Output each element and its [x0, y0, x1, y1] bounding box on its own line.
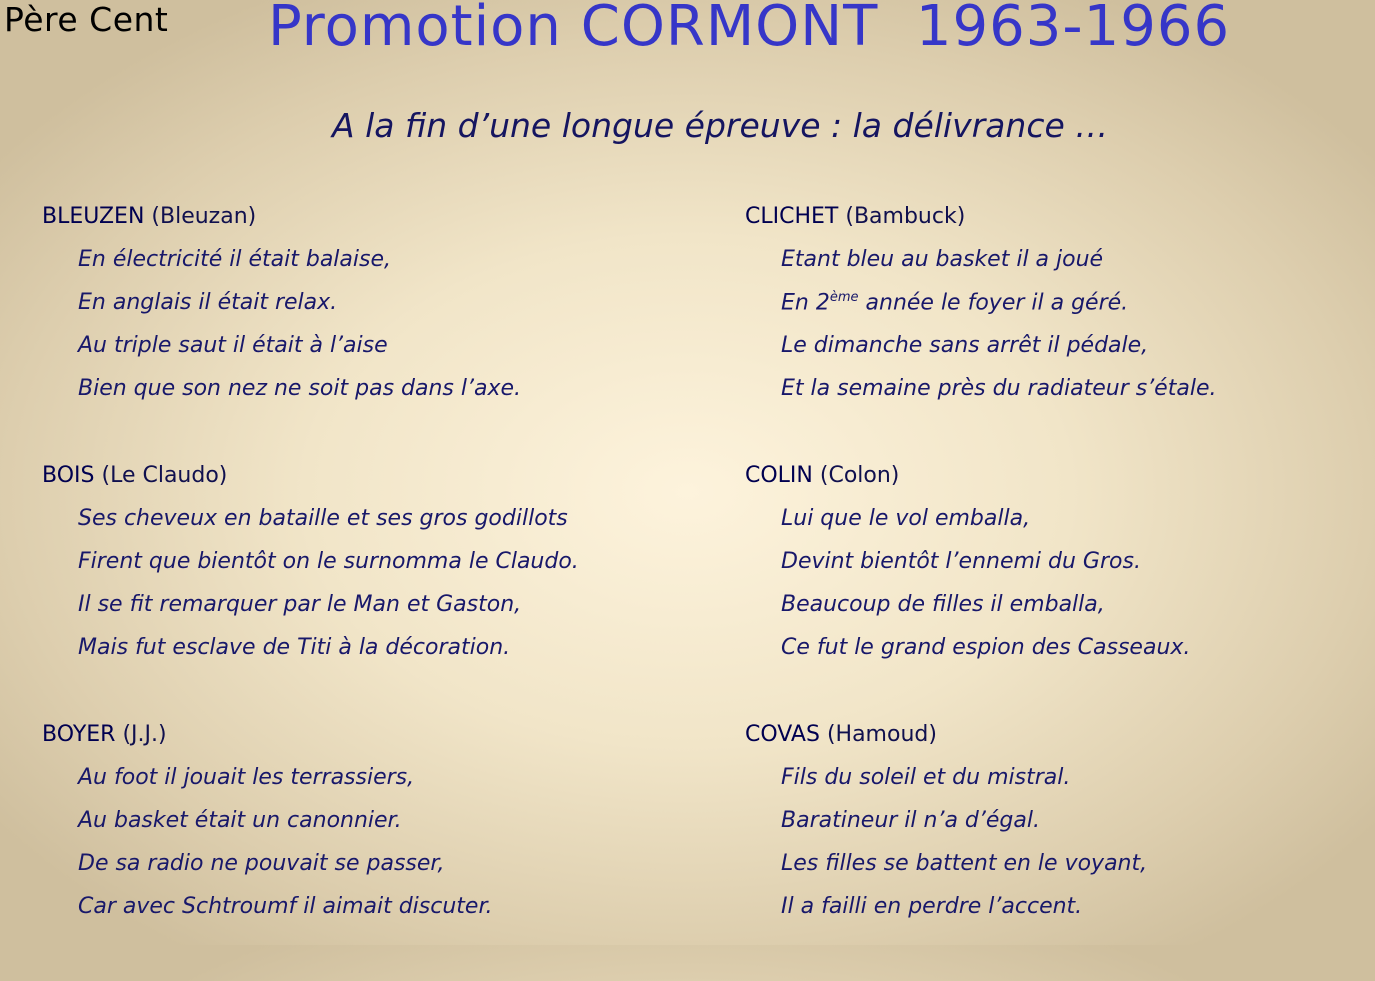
verse-line: Ce fut le grand espion des Casseaux.: [781, 635, 1191, 660]
verse-line: En anglais il était relax.: [78, 290, 338, 315]
verse-line: Et la semaine près du radiateur s’étale.: [781, 376, 1217, 401]
person-name: COLIN: [745, 463, 813, 488]
person-heading: [42, 463, 662, 506]
verse-line: Devint bientôt l’ennemi du Gros.: [781, 549, 1141, 574]
verse-line: Au foot il jouait les terrassiers,: [78, 765, 415, 790]
person-heading: [745, 463, 1365, 506]
verse-entry: [745, 722, 1365, 981]
person-name: CLICHET: [745, 204, 839, 229]
verse-line: Ses cheveux en bataille et ses gros godillots: [78, 506, 568, 531]
person-nickname: (Bambuck): [845, 204, 966, 229]
verse-line: Car avec Schtroumf il aimait discuter.: [78, 894, 493, 919]
verse-entry: [42, 463, 662, 722]
person-nickname: (Le Claudo): [101, 463, 228, 488]
verse-rest: année le foyer il a géré.: [865, 290, 1129, 316]
verse-line: Les filles se battent en le voyant,: [781, 851, 1148, 876]
verse-line: Au basket était un canonnier.: [78, 808, 402, 833]
person-heading: [42, 722, 662, 765]
verse-prefix: En 2: [781, 290, 830, 316]
person-nickname: (J.J.): [122, 722, 167, 747]
verse-entry: [745, 463, 1365, 722]
verse-entry: [42, 722, 662, 981]
ordinal-superscript: ème: [829, 290, 859, 305]
verse-line: Le dimanche sans arrêt il pédale,: [781, 333, 1149, 358]
verse-line: [781, 290, 1365, 333]
verse-line: Il a failli en perdre l’accent.: [781, 894, 1083, 919]
verse-line: Il se fit remarquer par le Man et Gaston,: [78, 592, 522, 617]
person-name: BOYER: [42, 722, 116, 747]
page-title: Promotion CORMONT 1963-1966: [268, 0, 1231, 59]
person-name: BOIS: [42, 463, 95, 488]
person-heading: [42, 204, 662, 247]
verse-line: Mais fut esclave de Titi à la décoration.: [78, 635, 511, 660]
right-column: [745, 204, 1365, 981]
page-subtitle: A la fin d’une longue épreuve : la délivrance …: [332, 106, 1109, 145]
verse-entry: [42, 204, 662, 463]
verse-line: Etant bleu au basket il a joué: [781, 247, 1104, 272]
verse-line: En électricité il était balaise,: [78, 247, 391, 272]
verse-entry: [745, 204, 1365, 463]
person-nickname: (Colon): [819, 463, 900, 488]
person-name: BLEUZEN: [42, 204, 145, 229]
verse-line: Lui que le vol emballa,: [781, 506, 1031, 531]
person-nickname: (Bleuzan): [151, 204, 257, 229]
person-name: COVAS: [745, 722, 820, 747]
verse-line: Firent que bientôt on le surnomma le Claudo.: [78, 549, 579, 574]
verse-line: Au triple saut il était à l’aise: [78, 333, 388, 358]
left-column: [42, 204, 662, 981]
person-heading: [745, 722, 1365, 765]
person-nickname: (Hamoud): [826, 722, 937, 747]
corner-caption: Père Cent: [4, 0, 169, 39]
verse-line: Fils du soleil et du mistral.: [781, 765, 1071, 790]
person-heading: [745, 204, 1365, 247]
verse-line: De sa radio ne pouvait se passer,: [78, 851, 445, 876]
verse-line: Bien que son nez ne soit pas dans l’axe.: [78, 376, 521, 401]
verse-line: Baratineur il n’a d’égal.: [781, 808, 1040, 833]
verse-line: Beaucoup de filles il emballa,: [781, 592, 1105, 617]
